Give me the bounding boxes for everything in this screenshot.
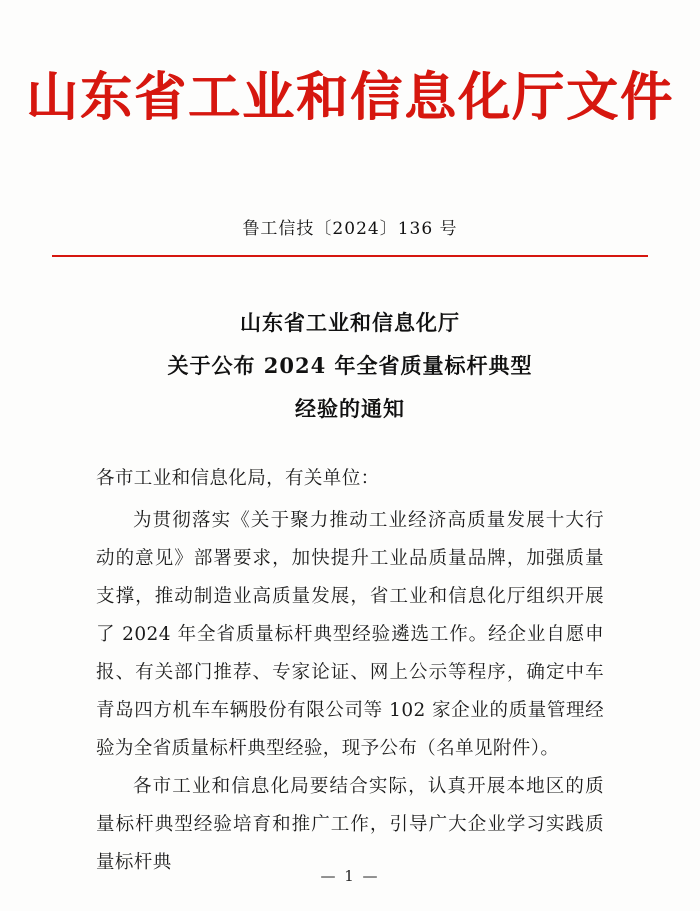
document-body xyxy=(96,460,604,881)
page-number-footer: — 1 — xyxy=(320,867,380,885)
document-title-line-1: 山东省工业和信息化厅 xyxy=(240,310,460,336)
document-title-block xyxy=(0,301,700,430)
document-number-area xyxy=(0,214,700,239)
masthead-title: 山东省工业和信息化厅文件 xyxy=(25,67,674,128)
salutation: 各市工业和信息化局，有关单位： xyxy=(96,468,380,490)
body-paragraph-1: 为贯彻落实《关于聚力推动工业经济高质量发展十大行动的意见》部署要求，加快提升工业品质量品牌，加强质量支撑，推动制造业高质量发展，省工业和信息化厅组织开展了 2024 年全省质量标杆典型经验遴选工作。经企业自愿申报、有关部门推荐、专家论证、网上公示等程序，确定中车青岛四方机车车辆股份有限公司等 102 家企业的质量管理经验为全省质量标杆典型经验，现予公布（名单见附件）。 xyxy=(96,510,604,759)
masthead xyxy=(0,0,700,128)
document-number: 鲁工信技〔2024〕136 号 xyxy=(242,218,458,239)
body-paragraph-2: 各市工业和信息化局要结合实际，认真开展本地区的质量标杆典型经验培育和推广工作，引导广大企业学习实践质量标杆典 xyxy=(96,775,604,873)
red-divider-rule xyxy=(52,255,648,258)
document-title-line-2: 关于公布 2024 年全省质量标杆典型 xyxy=(167,353,533,379)
document-title-line-3: 经验的通知 xyxy=(295,396,405,422)
